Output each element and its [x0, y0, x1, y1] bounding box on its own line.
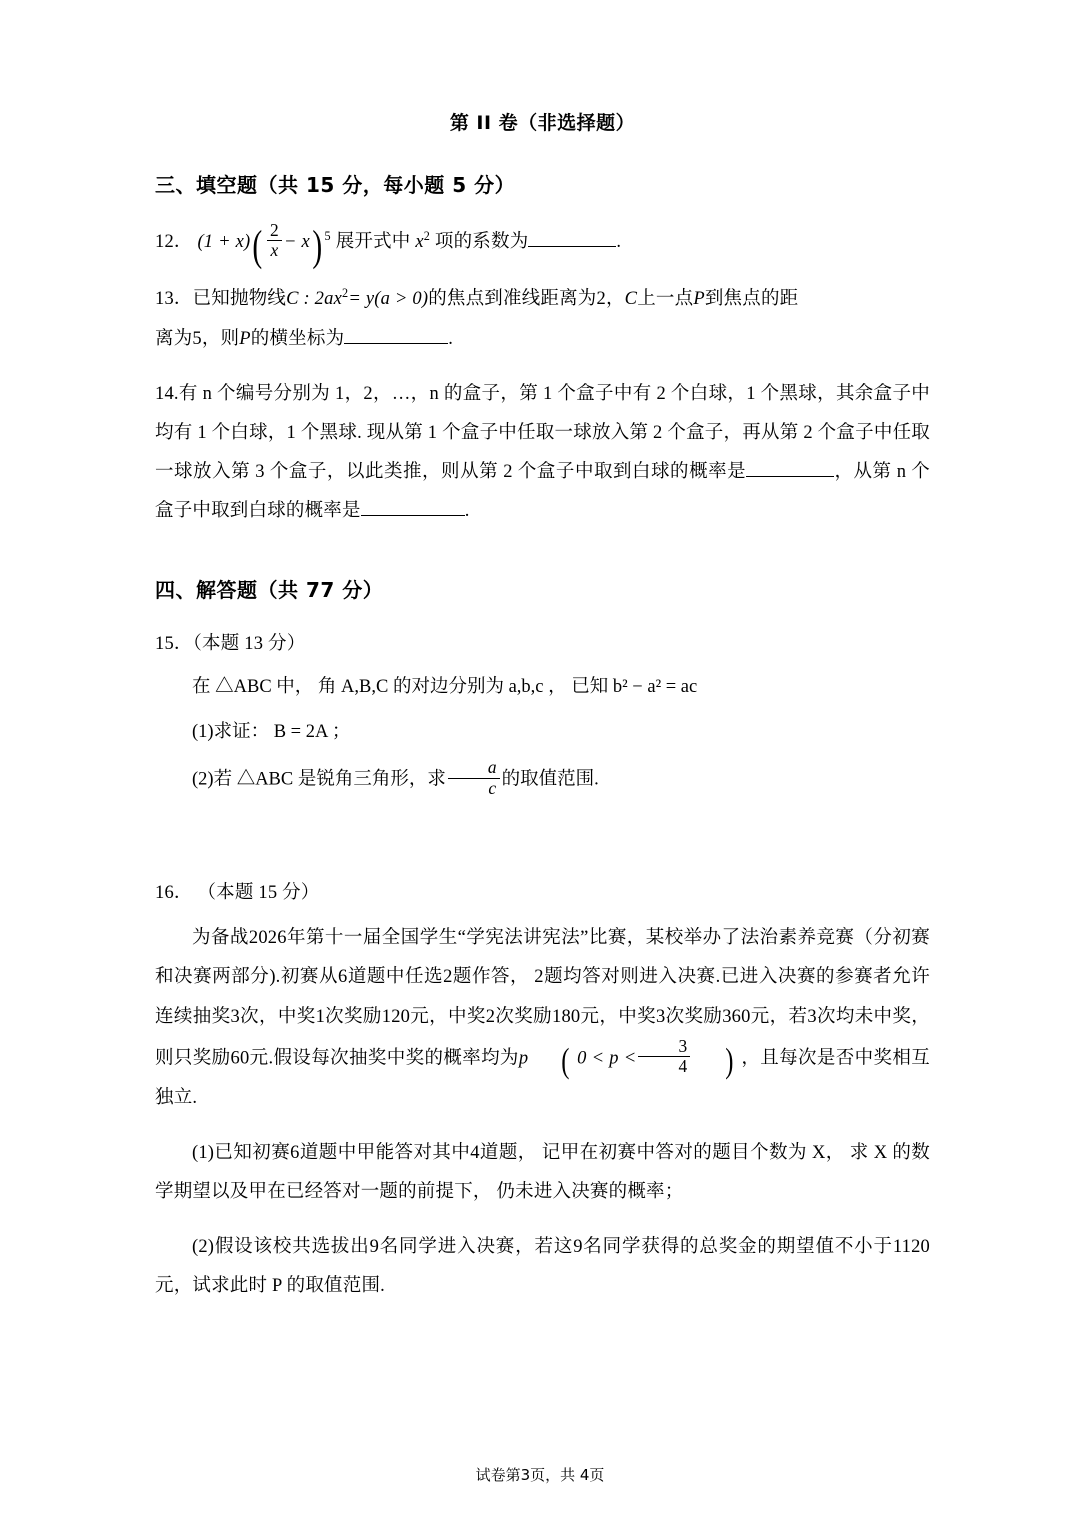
- question-13-text-a: 已知抛物线: [192, 289, 287, 310]
- part-4-heading: 四、解答题（共 77 分）: [155, 577, 384, 602]
- question-13-point-p2: P: [239, 328, 251, 349]
- question-16-p1-text: 为备战2026年第十一届全国学生“学宪法讲宪法”比赛，某校举办了法治素养竞赛（分初赛和决赛两部分).初赛从6道题中任选2题作答， 2题均答对则进入决赛.已进入决赛的参赛者允许连续抽奖3次，中奖1次奖励120元，中奖2次奖励180元，中奖3次奖励360元，若3次均未中奖，则只奖励60元.假设每次抽奖中奖的概率均为: [155, 928, 930, 1069]
- question-16-cond-fraction: [638, 1037, 690, 1077]
- question-15-fraction: [448, 758, 500, 798]
- answer-blank[interactable]: [528, 246, 616, 247]
- question-12-power: 5: [324, 228, 331, 243]
- question-12-minus-x: − x: [283, 232, 310, 252]
- question-16-header: [155, 874, 930, 913]
- question-16-paragraph-3: (2)假设该校共选拔出9名同学进入决赛，若这9名同学获得的总奖金的期望值不小于1120元，试求此时 P 的取值范围.: [155, 1237, 930, 1297]
- question-12-text-before: 展开式中: [335, 232, 411, 252]
- question-12-term-exp: 2: [423, 228, 431, 243]
- question-16-prob-var: p: [518, 1048, 529, 1069]
- question-13-curve-c: C: [624, 289, 638, 310]
- question-15-line-1: 在 △ABC 中， 角 A,B,C 的对边分别为 a,b,c ， 已知 b² − a² = ac: [192, 676, 698, 697]
- question-14-text-end: .: [464, 501, 470, 522]
- question-12-trailing: .: [616, 232, 622, 252]
- fraction-numerator: 2: [270, 220, 279, 240]
- question-13-text-c: 的焦点到准线距离为: [428, 289, 597, 310]
- question-15-line-2: (1)求证： B = 2A ；: [192, 722, 351, 743]
- question-13-cond: (a > 0): [374, 289, 429, 310]
- answer-blank[interactable]: [746, 476, 834, 477]
- question-13-text-g: 上一点: [637, 289, 694, 310]
- question-15-title: （本题 13 分）: [192, 633, 306, 654]
- question-13-number: 13．: [155, 289, 193, 310]
- question-16-p1-tail: ，且每次是否中奖相互独立.: [155, 1048, 930, 1108]
- question-12-text-after: 项的系数为: [434, 232, 529, 252]
- question-13-text-i: 到焦点的距: [704, 289, 799, 310]
- page-footer: 试卷第3页，共 4页: [475, 1466, 605, 1484]
- question-13-val-2: 2: [596, 289, 606, 310]
- question-13-expr: C : 2ax: [286, 289, 342, 310]
- page-content: [155, 108, 930, 1323]
- part-3-heading: 三、填空题（共 15 分，每小题 5 分）: [155, 173, 516, 197]
- question-13-point-p: P: [693, 289, 705, 310]
- fraction-numerator: a: [487, 758, 497, 778]
- question-14-number: 14.: [155, 383, 179, 404]
- question-16-title: （本题 15 分）: [197, 883, 320, 904]
- fraction-denominator: c: [448, 778, 500, 798]
- fraction-denominator: 4: [638, 1056, 690, 1076]
- question-14-text: 有 n 个编号分别为 1，2，…，n 的盒子，第 1 个盒子中有 2 个白球，1 个黑球，其余盒子中均有 1 个白球，1 个黑球. 现从第 1 个盒子中任取一球放入第 2 个盒子，再从第 2 个盒子中任取一球放入第 3 个盒子，以此类推，则从第 2 个盒子中取到白球的概率是: [155, 383, 930, 483]
- question-12-term: x: [415, 232, 424, 252]
- question-15-number: 15．: [155, 633, 193, 654]
- question-15-line-3a: (2)若 △ABC 是锐角三角形，求: [192, 769, 446, 790]
- question-15-header: [155, 625, 930, 664]
- question-13-line2-e: 的横坐标为: [250, 328, 345, 349]
- question-12-fraction: [267, 221, 282, 261]
- question-13-comma: ，: [605, 289, 625, 310]
- answer-blank[interactable]: [344, 343, 448, 344]
- question-13-line2-c: ，则: [201, 328, 240, 349]
- question-12-number: 12．: [155, 232, 193, 252]
- question-16-paragraph-1: 为备战2026年第十一届全国学生“学宪法讲宪法”比赛，某校举办了法治素养竞赛（分初赛和决赛两部分).初赛从6道题中任选2题作答， 2题均答对则进入决赛.已进入决赛的参赛者允许连续抽奖3次，中奖1次奖励120元，中奖2次奖励180元，中奖3次奖励360元，若3次均未中奖，则只奖励60元.假设每次抽奖中奖的概率均为p ( 0 < p < $\frac{3}{4}$ ) ，且每次是否中奖相互独立.: [155, 928, 930, 1108]
- section-2-title: 第 II 卷（非选择题）: [449, 112, 636, 134]
- question-13-val-5: 5: [192, 328, 202, 349]
- answer-blank[interactable]: [361, 515, 465, 516]
- question-13-line2-a: 离为: [155, 328, 193, 349]
- question-14-text-mid: ，从第 n 个盒子中取到白球的概率是: [155, 462, 930, 522]
- question-15-line-3b: 的取值范围.: [501, 769, 599, 790]
- question-12: 12． (1 + x)( $\frac{2}{x}$ − x) $^5$ 展开式中 $x^2$ 项的系数为 .: [155, 220, 622, 271]
- question-13-expr-sup: 2: [342, 286, 349, 301]
- question-15-line-3: [155, 758, 930, 800]
- question-16-cond-a: 0 < p <: [577, 1048, 637, 1069]
- question-16-paragraph-2: (1)已知初赛6道题中甲能答对其中4道题， 记甲在初赛中答对的题目个数为 X， 求 X 的数学期望以及甲在已经答对一题的前提下， 仍未进入决赛的概率；: [155, 1142, 930, 1202]
- question-14: [155, 375, 930, 532]
- question-13-expr-b: = y: [348, 289, 375, 310]
- question-13: 13．已知抛物线C : $2ax^2= y(a > 0)$的焦点到准线距离为2，C上一点P到焦点的距 离为5，则P的横坐标为 .: [155, 286, 799, 349]
- fraction-denominator: x: [267, 240, 282, 260]
- question-12-expr-lead: (1 + x): [197, 232, 251, 252]
- fraction-numerator: 3: [678, 1036, 688, 1056]
- question-16-number: 16．: [155, 883, 193, 904]
